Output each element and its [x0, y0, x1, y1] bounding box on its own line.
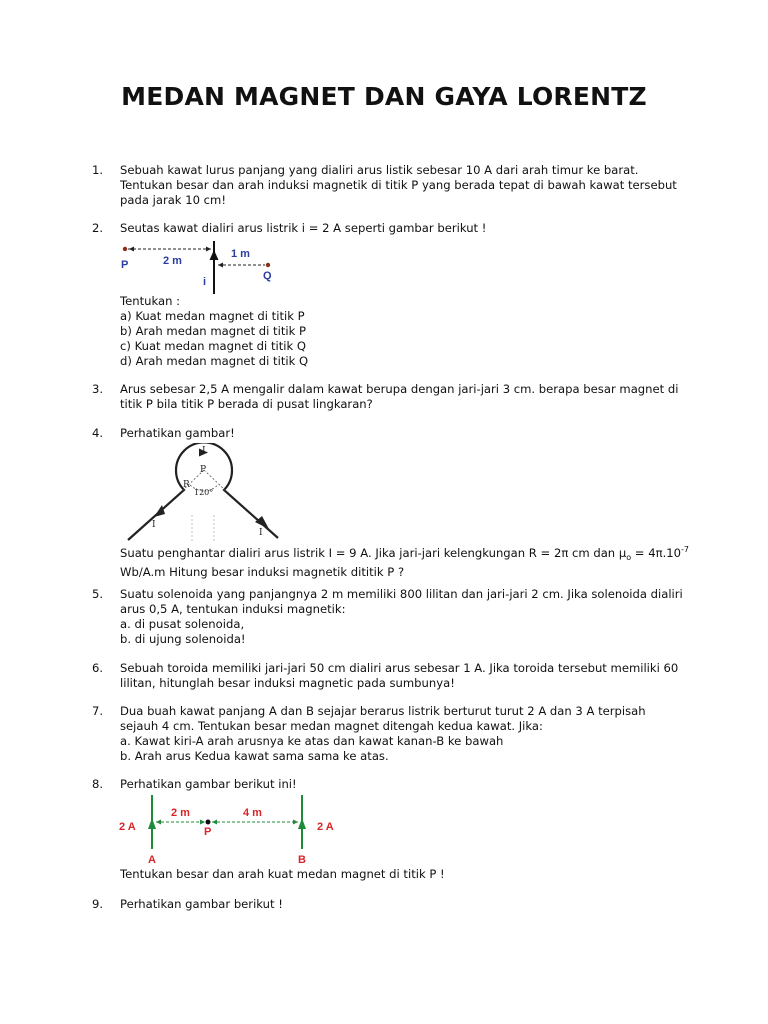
arrowhead	[200, 820, 205, 825]
label-a: A	[148, 854, 156, 865]
label-current-left: 2 A	[119, 821, 136, 833]
text-segment: Suatu penghantar dialiri arus listrik I = 9 A. Jika jari-jari kelengkungan R = 2π cm dan μ	[120, 545, 627, 560]
question-1	[92, 163, 692, 208]
question-4	[92, 426, 692, 441]
question-text-line: Sebuah toroida memiliki jari-jari 50 cm dialiri arus sebesar 1 A. Jika toroida tersebut memiliki 60	[120, 661, 679, 675]
label-distance-4m: 4 m	[243, 807, 262, 819]
question-text-line: a. Kawat kiri-A arah arusnya ke atas dan kawat kanan-B ke bawah	[120, 734, 504, 748]
question-text-line: b. Arah arus Kedua kawat sama sama ke atas.	[120, 749, 389, 763]
question-number: 2.	[92, 221, 104, 235]
question-4-text	[92, 542, 692, 580]
question-6	[92, 661, 692, 691]
task-item: b) Arah medan magnet di titik P	[120, 324, 306, 338]
question-text-line: Suatu solenoida yang panjangnya 2 m memiliki 800 lilitan dan jari-jari 2 cm. Jika solenoida dialiri	[120, 587, 683, 601]
label-current-left: I	[152, 520, 156, 530]
question-text-line: Seutas kawat dialiri arus listrik i = 2 A seperti gambar berikut !	[120, 221, 487, 235]
current-arrow-b	[298, 818, 306, 829]
arrowhead	[218, 263, 223, 268]
question-text-line: Sebuah kawat lurus panjang yang dialiri arus listik sebesar 10 A dari arah timur ke barat.	[120, 163, 639, 177]
question-text-line: Perhatikan gambar berikut !	[120, 897, 283, 911]
label-p: P	[121, 259, 129, 271]
current-arrow-up	[210, 250, 219, 260]
question-2-tasks	[92, 294, 692, 369]
question-text-line: pada jarak 10 cm!	[120, 193, 226, 207]
question-8-text	[92, 867, 692, 882]
question-text-line: titik P bila titik P berada di pusat lingkaran?	[120, 397, 373, 411]
question-2	[92, 221, 692, 236]
arrowhead	[212, 820, 217, 825]
current-arrow-a	[148, 818, 156, 829]
arrowhead	[293, 820, 298, 825]
point-q-marker	[266, 263, 270, 267]
question-number: 5.	[92, 587, 104, 601]
question-3	[92, 382, 692, 412]
point-p-marker	[206, 820, 211, 825]
label-distance-2m: 2 m	[163, 255, 182, 267]
question-text-line: Tentukan besar dan arah induksi magnetik di titik P yang berada tepat di bawah kawat tersebut	[120, 178, 677, 192]
question-text-line: sejauh 4 cm. Tentukan besar medan magnet ditengah kedua kawat. Jika:	[120, 719, 543, 733]
label-q: Q	[263, 270, 272, 282]
question-number: 9.	[92, 897, 104, 911]
label-distance-2m: 2 m	[171, 807, 190, 819]
subscript: o	[626, 553, 632, 563]
figure-curved-conductor	[120, 443, 285, 543]
label-current-right: 2 A	[317, 821, 334, 833]
task-item: c) Kuat medan magnet di titik Q	[120, 339, 307, 353]
question-number: 8.	[92, 777, 104, 791]
figure-wire-points-p-q	[115, 236, 285, 296]
question-text-line: lilitan, hitunglah besar induksi magnetic pada sumbunya!	[120, 676, 455, 690]
label-p: P	[200, 465, 207, 475]
question-text-line: a. di pusat solenoida,	[120, 617, 245, 631]
label-current-i: i	[203, 276, 207, 288]
question-text-line: b. di ujung solenoida!	[120, 632, 246, 646]
question-8	[92, 777, 692, 792]
current-arrow-left	[154, 505, 165, 517]
question-number: 6.	[92, 661, 104, 675]
question-number: 7.	[92, 704, 104, 718]
question-text-line: Perhatikan gambar berikut ini!	[120, 777, 297, 791]
task-item: d) Arah medan magnet di titik Q	[120, 354, 309, 368]
label-r: R	[183, 480, 190, 490]
arrowhead	[206, 247, 211, 252]
question-number: 3.	[92, 382, 104, 396]
label-p: P	[204, 826, 212, 838]
arrowhead	[156, 820, 161, 825]
text-segment: = 4π.10	[631, 545, 682, 560]
question-text-line	[120, 542, 692, 565]
question-text-line: Dua buah kawat panjang A dan B sejajar berarus listrik berturut turut 2 A dan 3 A terpisah	[120, 704, 646, 718]
question-number: 4.	[92, 426, 104, 440]
question-text-line: Perhatikan gambar!	[120, 426, 235, 440]
question-9	[92, 897, 692, 912]
question-5	[92, 587, 692, 647]
arrowhead	[129, 247, 134, 252]
question-number: 1.	[92, 163, 104, 177]
superscript: -7	[681, 545, 689, 554]
label-angle: 120°	[194, 488, 214, 497]
label-current-top: I	[202, 446, 206, 456]
task-item: a) Kuat medan magnet di titik P	[120, 309, 305, 323]
question-text-line: arus 0,5 A, tentukan induksi magnetik:	[120, 602, 346, 616]
question-text-line: Wb/A.m Hitung besar induksi magnetik dititik P ?	[120, 565, 405, 580]
point-p-marker	[123, 247, 127, 251]
question-text-line: Arus sebesar 2,5 A mengalir dalam kawat berupa dengan jari-jari 3 cm. berapa besar magnet di	[120, 382, 679, 396]
label-b: B	[298, 854, 306, 865]
page-title: MEDAN MAGNET DAN GAYA LORENTZ	[121, 82, 647, 111]
question-text-line: Tentukan besar dan arah kuat medan magnet di titik P !	[120, 867, 445, 881]
tasks-heading: Tentukan :	[120, 294, 181, 308]
label-distance-1m: 1 m	[231, 248, 250, 260]
label-current-right: I	[259, 528, 263, 538]
question-7	[92, 704, 692, 764]
figure-parallel-wires	[115, 793, 350, 865]
